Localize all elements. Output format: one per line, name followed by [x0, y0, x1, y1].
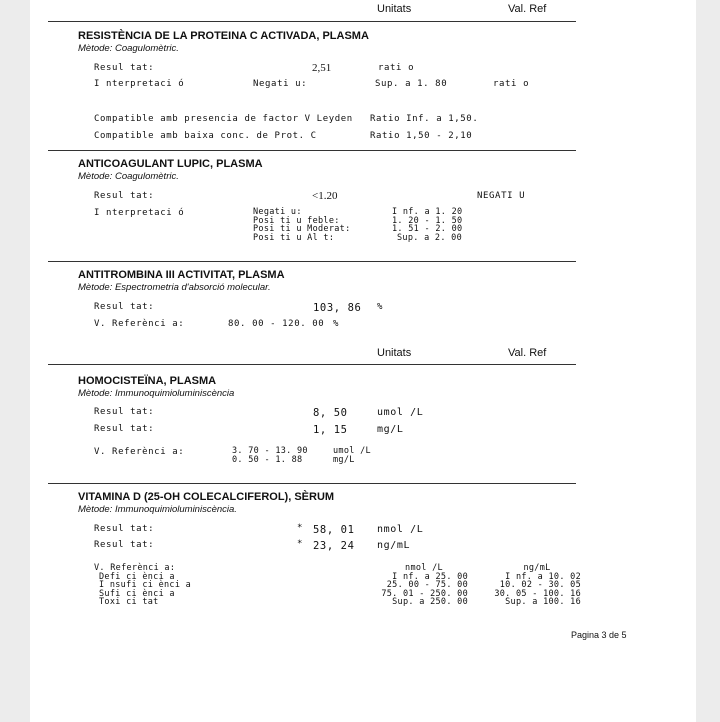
result-value: <1.20 [312, 190, 338, 202]
interpretation-value: Negati u: [253, 79, 308, 89]
range-item: Sup. a 2. 00 [396, 232, 462, 243]
result-label: Resul tat: [94, 63, 155, 73]
section-title-apc-resistance: RESISTÈNCIA DE LA PROTEINA C ACTIVADA, PLASMA [78, 30, 369, 42]
range-item: 30. 05 - 100. 16 [494, 588, 581, 599]
result-flag: NEGATI U [477, 191, 526, 201]
result-label: Resul tat: [94, 407, 155, 417]
range-item: 75. 01 - 250. 00 [381, 588, 468, 599]
divider [48, 364, 576, 365]
result-label: Resul tat: [94, 524, 155, 534]
result-unit: umol /L [377, 407, 424, 418]
section-title-lupus-anticoagulant: ANTICOAGULANT LUPIC, PLASMA [78, 158, 263, 170]
result-value: 103, 86 [313, 302, 362, 314]
section-method: Mètode: Immunoquimioluminiscència [78, 388, 235, 399]
interpretation-levels [253, 208, 351, 242]
reference-ranges [232, 447, 308, 464]
result-unit: % [377, 302, 384, 312]
ref-header: Val. Ref [508, 3, 547, 15]
level-item: Posi ti u Moderat: [253, 224, 351, 235]
divider [48, 150, 576, 151]
interpretation-label: I nterpretaci ó [94, 79, 185, 89]
reference-label: V. Referènci a: [94, 447, 185, 457]
divider [48, 21, 576, 22]
level-item: Posi ti u feble: [253, 215, 340, 226]
section-method: Mètode: Espectrometria d'absorció molecular. [78, 282, 271, 293]
reference-label: V. Referènci a: [94, 563, 176, 573]
result-unit: rati o [378, 63, 415, 73]
section-method: Mètode: Immunoquimioluminiscència. [78, 504, 237, 515]
result-label: Resul tat: [94, 424, 155, 434]
reference-range: 80. 00 - 120. 00 [228, 319, 325, 329]
interpretation-ref: Sup. a 1. 80 [375, 79, 448, 89]
units-header: Unitats [377, 3, 412, 15]
section-title-vitamin-d: VITAMINA D (25-OH COLECALCIFEROL), SÈRUM [78, 491, 335, 503]
result-label: Resul tat: [94, 540, 155, 550]
reference-table-labels [94, 564, 191, 607]
result-unit: ng/mL [377, 540, 411, 551]
level-item: Negati u: [253, 207, 302, 217]
result-value: 58, 01 [313, 524, 355, 536]
section-title-antithrombin: ANTITROMBINA III ACTIVITAT, PLASMA [78, 269, 285, 281]
section-title-homocysteine: HOMOCISTEÏNA, PLASMA [78, 375, 217, 387]
range-item: 1. 20 - 1. 50 [392, 215, 463, 226]
section-method: Mètode: Coagulomètric. [78, 171, 179, 182]
note-protein-c-ref: Ratio 1,50 - 2,10 [370, 131, 473, 141]
result-label: Resul tat: [94, 302, 155, 312]
divider [48, 261, 576, 262]
result-unit: mg/L [377, 424, 404, 435]
interpretation-ranges [392, 208, 462, 242]
section-method: Mètode: Coagulomètric. [78, 43, 179, 54]
reference-unit: umol /L [333, 446, 371, 456]
reference-unit: % [333, 319, 340, 329]
result-value: 1, 15 [313, 424, 348, 436]
reference-label: V. Referènci a: [94, 319, 185, 329]
result-value: 23, 24 [313, 540, 355, 552]
note-leyden-ref: Ratio Inf. a 1,50. [370, 114, 479, 124]
level-item: Posi ti u Al t: [253, 232, 335, 243]
range-item: I nf. a 10. 02 [505, 571, 581, 582]
note-leyden: Compatible amb presencia de factor V Leyden [94, 114, 353, 124]
category-item: I nsufi ci ènci a [99, 580, 192, 591]
ref-header: Val. Ref [508, 347, 547, 359]
flag-mark: * [297, 523, 304, 533]
result-value: 8, 50 [313, 407, 348, 419]
result-unit: nmol /L [377, 524, 424, 535]
category-item: Defi ci ènci a [99, 571, 175, 582]
interpretation-label: I nterpretaci ó [94, 208, 185, 218]
range-item: I nf. a 25. 00 [392, 571, 468, 582]
range-item: I nf. a 1. 20 [392, 207, 463, 217]
units-header: Unitats [377, 347, 412, 359]
reference-units [333, 447, 371, 464]
table-cutoff [30, 607, 696, 621]
nmol-ranges [380, 564, 468, 607]
category-item: Sufi ci ènci a [99, 588, 175, 599]
divider [48, 483, 576, 484]
ng-ranges [493, 564, 581, 607]
interpretation-unit: rati o [493, 79, 530, 89]
range-item: Sup. a 100. 16 [505, 597, 581, 608]
result-label: Resul tat: [94, 191, 155, 201]
column-unit: nmol /L [405, 563, 443, 573]
column-unit: ng/mL [523, 563, 551, 573]
category-item: Toxi ci tat [99, 597, 159, 608]
reference-range: 3. 70 - 13. 90 [232, 446, 308, 456]
range-item: Sup. a 250. 00 [392, 597, 468, 608]
range-item: 1. 51 - 2. 00 [392, 224, 463, 235]
range-item: 10. 02 - 30. 05 [499, 580, 581, 591]
flag-mark: * [297, 539, 304, 549]
page-number: Pagina 3 de 5 [571, 630, 627, 640]
result-value: 2,51 [312, 62, 332, 74]
range-item: 25. 00 - 75. 00 [386, 580, 468, 591]
note-protein-c: Compatible amb baixa conc. de Prot. C [94, 131, 317, 141]
reference-unit: mg/L [333, 454, 355, 465]
reference-range: 0. 50 - 1. 88 [232, 454, 303, 465]
